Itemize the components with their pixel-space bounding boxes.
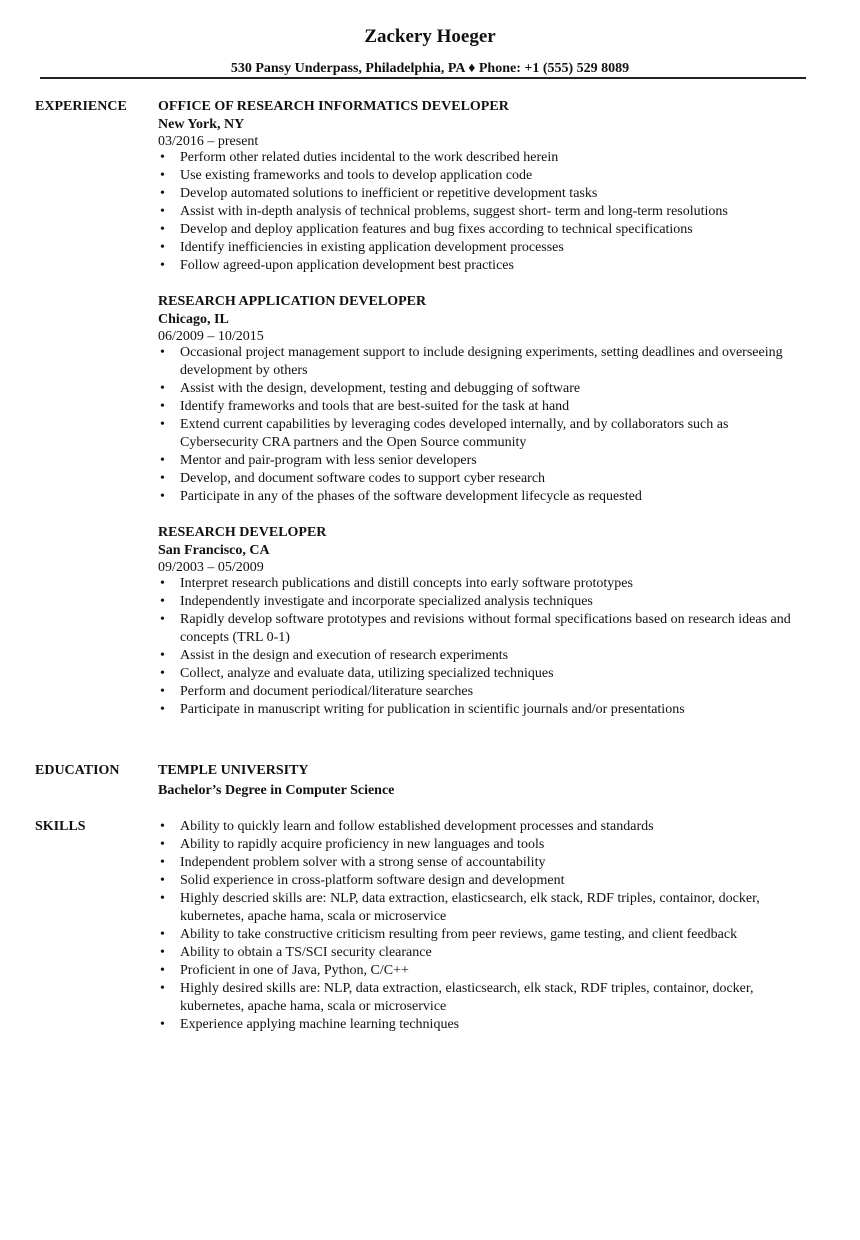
list-item: • Solid experience in cross-platform software design and development (180, 872, 808, 890)
job-duties-list (158, 575, 808, 719)
list-item: • Interpret research publications and distill concepts into early software prototypes (180, 575, 808, 593)
job-duties-list (158, 149, 808, 275)
list-item: • Mentor and pair-program with less senior developers (180, 452, 808, 470)
list-item: • Develop automated solutions to inefficient or repetitive development tasks (180, 185, 808, 203)
education-body (158, 762, 808, 802)
list-item: • Ability to quickly learn and follow established development processes and standards (180, 818, 808, 836)
list-item: • Ability to rapidly acquire proficiency in new languages and tools (180, 836, 808, 854)
job-location: New York, NY (158, 117, 245, 132)
list-item: • Perform other related duties incidental to the work described herein (180, 149, 808, 167)
list-item: • Develop and deploy application features and bug fixes according to technical specifications (180, 221, 808, 239)
job-dates: 06/2009 – 10/2015 (158, 329, 264, 344)
list-item: • Use existing frameworks and tools to develop application code (180, 167, 808, 185)
list-item: • Collect, analyze and evaluate data, utilizing specialized techniques (180, 665, 808, 683)
list-item: • Highly desired skills are: NLP, data extraction, elasticsearch, elk stack, RDF triples, containor, docker, kubernetes, apache hama, scala or microservice (180, 980, 808, 1016)
job-location: Chicago, IL (158, 312, 229, 327)
list-item: • Assist with the design, development, testing and debugging of software (180, 380, 808, 398)
list-item: • Extend current capabilities by leveraging codes developed internally, and by collaborators such as Cybersecurity CRA partners and the Open Source community (180, 416, 808, 452)
list-item: • Identify inefficiencies in existing application development processes (180, 239, 808, 257)
list-item: • Ability to obtain a TS/SCI security clearance (180, 944, 808, 962)
list-item: • Rapidly develop software prototypes and revisions without formal specifications based on research ideas and concepts (TRL 0-1) (180, 611, 808, 647)
list-item: • Participate in manuscript writing for publication in scientific journals and/or presentations (180, 701, 808, 719)
skills-body (158, 818, 808, 1034)
list-item: • Proficient in one of Java, Python, C/C++ (180, 962, 808, 980)
job-entry (158, 98, 808, 275)
job-dates: 03/2016 – present (158, 134, 259, 149)
job-title: OFFICE OF RESEARCH INFORMATICS DEVELOPER (158, 99, 509, 114)
experience-body (158, 98, 808, 737)
job-entry (158, 524, 808, 719)
job-title: RESEARCH APPLICATION DEVELOPER (158, 294, 427, 309)
list-item: • Experience applying machine learning techniques (180, 1016, 808, 1034)
job-entry (158, 293, 808, 506)
list-item: • Identify frameworks and tools that are best-suited for the task at hand (180, 398, 808, 416)
school-name: TEMPLE UNIVERSITY (158, 763, 309, 778)
section-label-education: EDUCATION (35, 763, 120, 778)
job-duties-list (158, 344, 808, 506)
list-item: • Independently investigate and incorporate specialized analysis techniques (180, 593, 808, 611)
section-label-skills: SKILLS (35, 819, 86, 834)
skills-list (158, 818, 808, 1034)
list-item: • Ability to take constructive criticism resulting from peer reviews, game testing, and client feedback (180, 926, 808, 944)
candidate-name: Zackery Hoeger (364, 26, 496, 47)
list-item: • Participate in any of the phases of the software development lifecycle as requested (180, 488, 808, 506)
job-title: RESEARCH DEVELOPER (158, 525, 327, 540)
list-item: • Perform and document periodical/literature searches (180, 683, 808, 701)
job-location: San Francisco, CA (158, 543, 270, 558)
list-item: • Highly descried skills are: NLP, data extraction, elasticsearch, elk stack, RDF triples, containor, docker, kubernetes, apache hama, scala or microservice (180, 890, 808, 926)
list-item: • Develop, and document software codes to support cyber research (180, 470, 808, 488)
list-item: • Assist in the design and execution of research experiments (180, 647, 808, 665)
resume-header (0, 25, 860, 78)
contact-line: 530 Pansy Underpass, Philadelphia, PA ♦ Phone: +1 (555) 529 8089 (230, 61, 630, 76)
list-item: • Assist with in-depth analysis of technical problems, suggest short- term and long-term resolutions (180, 203, 808, 221)
list-item: • Occasional project management support to include designing experiments, setting deadlines and overseeing development by others (180, 344, 808, 380)
job-dates: 09/2003 – 05/2009 (158, 560, 264, 575)
list-item: • Follow agreed-upon application development best practices (180, 257, 808, 275)
list-item: • Independent problem solver with a strong sense of accountability (180, 854, 808, 872)
degree-name: Bachelor’s Degree in Computer Science (158, 783, 395, 798)
section-label-experience: EXPERIENCE (35, 99, 127, 114)
header-divider (40, 77, 806, 79)
